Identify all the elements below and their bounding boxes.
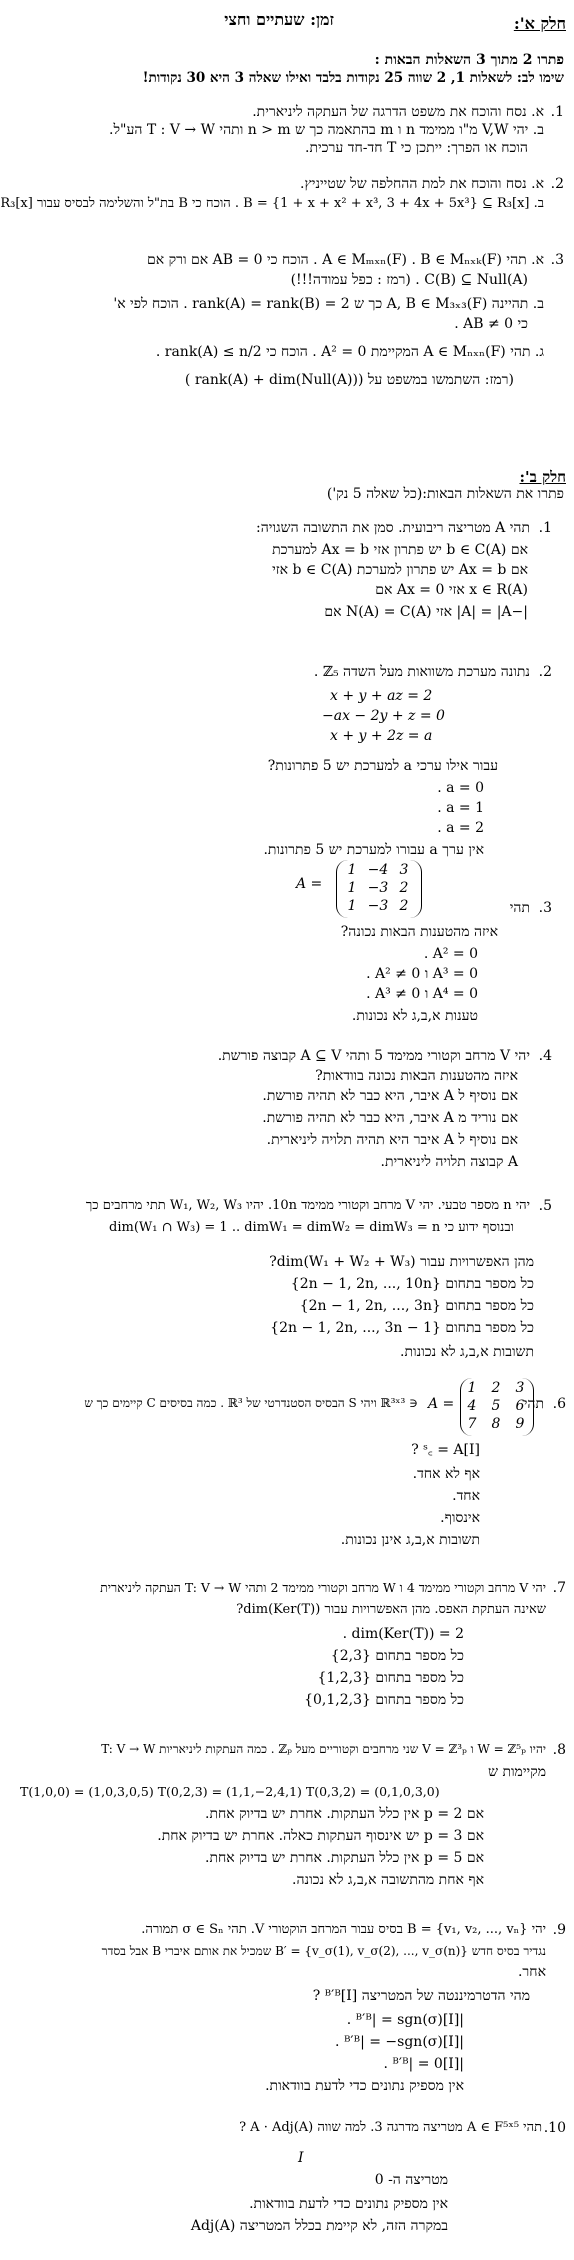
part-b-heading: חלק ב': <box>519 468 566 486</box>
q5-ask: מהן האפשרויות עבור dim(W₁ + W₂ + W₃)? <box>269 1254 534 1270</box>
q10-option: במקרה הזה, לא קיימת בכלל המטריצה Adj(A) <box>190 2218 448 2234</box>
matrix-cell: 1 <box>347 862 357 878</box>
part-a-q2-line: ב. B = {1 + x + x² + x³, 3 + 4x + 5x³} ⊆ R₃[x] . הוכח כי B בת"ל והשלימה לבסיס עבור R₃[x] <box>0 196 544 211</box>
q7-option: dim(Ker(T)) = 2 . <box>342 1626 464 1642</box>
q7-option: כל מספר בתחום {0,1,2,3} <box>304 1692 464 1708</box>
q8-option: אף אחת מהתשובה א,ב,ג לא נכונה. <box>292 1872 484 1888</box>
matrix-cell: −4 <box>367 862 389 878</box>
matrix-cell: 2 <box>399 898 409 914</box>
q1-option: אם Ax = b יש פתרון למערכת b ∈ C(A) אזי <box>272 562 528 578</box>
matrix-cell: 7 <box>467 1416 477 1432</box>
q8-stem: יהיו W = ℤ⁵ₚ ו V = ℤ³ₚ שני מרחבים וקטוריים מעל ℤₚ . כמה העתקות ליניאריות T: V → W <box>101 1742 546 1756</box>
q7-option: כל מספר בתחום {1,2,3} <box>317 1670 464 1686</box>
q4-ask: איזה מהטענות הבאות נכונה בוודאות? <box>315 1068 518 1084</box>
q9-option: |[I]ᴮ′ᴮ| = −sgn(σ) . <box>335 2034 464 2050</box>
q6-condition: [I]ˢ꜀ = A ? <box>411 1442 480 1458</box>
q1-option: x ∈ R(A) אזי Ax = 0 אם <box>375 582 528 598</box>
q2-option: a = 0 . <box>437 780 484 796</box>
q6-option: אף לא אחד. <box>412 1466 480 1482</box>
q2-equation: x + y + 2z = a <box>330 728 433 744</box>
q5-option: כל מספר בתחום {2n − 1, 2n, ..., 3n − 1} <box>270 1320 534 1336</box>
q8-stem: מקיימות ש <box>488 1764 546 1780</box>
q5-stem: יהי n מספר טבעי. יהי V מרחב וקטורי ממימד 10n. יהיו W₁, W₂, W₃ תתי מרחבים כך <box>85 1198 530 1213</box>
matrix-cell: 2 <box>491 1380 501 1396</box>
q4-option: אם נוריד מ A איבר, היא כבר לא תהיה פורשת. <box>262 1110 518 1126</box>
q3-matrix <box>336 860 420 918</box>
q9-option: אין מספיק נתונים כדי לדעת בוודאות. <box>265 2078 464 2094</box>
q3-ask: איזה מהטענות הבאות נכונה? <box>340 924 498 940</box>
q6-option: אחד. <box>452 1488 480 1504</box>
q4-stem: יהי V מרחב וקטורי ממימד 5 ותהי A ⊆ V קבוצה פורשת. <box>217 1048 530 1064</box>
part-a-q1-line: א. נסח והוכח את משפט הדרגה של העתקה ליניארית. <box>252 104 544 120</box>
part-b-instruction: פתרו את השאלות הבאות:(כל שאלה 5 נק') <box>326 486 564 502</box>
q6-number: 6. <box>552 1396 566 1412</box>
part-a-q3-number: 3. <box>550 252 564 268</box>
q7-stem: יהי V מרחב וקטורי ממימד 4 ו W מרחב וקטורי ממימד 2 ותהי T: V → W העתקה ליניארית <box>100 1580 546 1595</box>
q3-option: A⁴ = 0 ו A³ ≠ 0 . <box>366 986 478 1002</box>
q4-option: A קבוצה תלויה ליניארית. <box>380 1154 518 1170</box>
part-a-q3-line: ב. תהיינה A, B ∈ M₃ₓ₃(F) כך ש rank(A) = rank(B) = 2 . הוכח לפי א' <box>113 296 544 312</box>
part-a-q3-line: (רמז: השתמשו במשפט על (rank(A) + dim(Null(A)) ) <box>184 372 514 388</box>
q5-option: כל מספר בתחום {2n − 1, 2n, ..., 3n} <box>299 1298 534 1314</box>
part-a-instruction: פתרו 2 מתוך 3 השאלות הבאות : <box>374 52 564 68</box>
part-a-heading: חלק א': <box>513 14 566 33</box>
matrix-cell: 5 <box>491 1398 501 1414</box>
q5-option: כל מספר בתחום {2n − 1, 2n, ..., 10n} <box>290 1276 534 1292</box>
q3-option: A² = 0 . <box>423 946 478 962</box>
q9-option: |[I]ᴮ′ᴮ| = 0 . <box>383 2056 464 2072</box>
part-a-q1-line: הוכח או הפרך: ייתכן כי T חד-חד ערכית. <box>305 140 528 156</box>
matrix-cell: 2 <box>399 880 409 896</box>
matrix-cell: 1 <box>347 898 357 914</box>
part-a-q3-line: C(B) ⊆ Null(A) . (רמז : כפל עמודה!!!) <box>290 272 528 288</box>
q2-stem: נתונה מערכת משוואות מעל השדה ℤ₅ . <box>313 664 530 680</box>
q9-stem: אחר. <box>517 1964 546 1980</box>
q4-option: אם נוסיף ל A איבר היא תהיה תלויה ליניארית. <box>266 1132 518 1148</box>
q8-number: 8. <box>552 1742 566 1758</box>
q2-option: a = 2 . <box>437 820 484 836</box>
matrix-cell: 3 <box>515 1380 525 1396</box>
q2-number: 2. <box>538 664 552 680</box>
q2-option: a = 1 . <box>437 800 484 816</box>
part-a-q3-line: כי AB ≠ 0 . <box>454 316 528 332</box>
q10-option: אין מספיק נתונים כדי לדעת בוודאות. <box>249 2196 448 2212</box>
q9-option: |[I]ᴮ′ᴮ| = sgn(σ) . <box>346 2012 464 2028</box>
part-a-q3-line: א. תהי A ∈ Mₘₓₙ(F) . B ∈ Mₙₓₖ(F) . הוכח כי AB = 0 אם ורק אם <box>147 252 544 268</box>
matrix-cell: 3 <box>399 862 409 878</box>
matrix-cell: 8 <box>491 1416 501 1432</box>
part-a-q1-number: 1. <box>550 104 564 120</box>
q3-matrix-label: A = <box>296 876 323 892</box>
part-a-q2-line: א. נסח והוכח את למת ההחלפה של שטייניץ. <box>300 176 544 192</box>
q10-option: I <box>298 2150 304 2166</box>
q8-option: אם p = 3 יש אינסוף העתקות כאלה. אחרת יש בדיוק אחת. <box>157 1828 484 1844</box>
q7-number: 7. <box>552 1580 566 1596</box>
q3-option: טענות א,ב,ג לא נכונות. <box>351 1008 478 1024</box>
q9-number: 9. <box>552 1922 566 1938</box>
matrix-cell: 1 <box>467 1380 477 1396</box>
q10-stem: תהי A ∈ F⁵ˣ⁵ מטריצה מדרגה 3. למה שווה A · Adj(A) ? <box>239 2120 542 2135</box>
q8-option: אם p = 5 אין כלל העתקות. אחרת יש בדיוק אחת. <box>205 1850 484 1866</box>
part-a-q3-line: ג. תהי A ∈ Mₙₓₙ(F) המקיימת A² = 0 . הוכח כי rank(A) ≤ n/2 . <box>155 344 544 360</box>
matrix-cell: −3 <box>367 880 389 896</box>
q4-option: אם נוסיף ל A איבר, היא כבר לא תהיה פורשת. <box>262 1088 518 1104</box>
matrix-cell: −3 <box>367 898 389 914</box>
time-label: זמן: שעתיים וחצי <box>224 10 334 29</box>
q2-ask: עבור אילו ערכי a למערכת יש 5 פתרונות? <box>267 758 498 774</box>
q2-equation: −ax − 2y + z = 0 <box>322 708 445 724</box>
q6-stem-start: תהי <box>523 1396 544 1412</box>
q7-option: כל מספר בתחום {2,3} <box>330 1648 464 1664</box>
q3-number: 3. <box>538 900 552 916</box>
q6-option: תשובות א,ב,ג אינן נכונות. <box>340 1532 480 1548</box>
q1-option: אם b ∈ C(A) יש פתרון אזי Ax = b למערכת <box>272 542 528 558</box>
q6-matrix <box>460 1378 532 1436</box>
q1-stem: תהי A מטריצה ריבועית. סמן את התשובה השגויה: <box>256 520 530 536</box>
q5-stem: ובנוסף ידוע כי dim(W₁ ∩ W₃) = 1 .. dimW₁ = dimW₂ = dimW₃ = n <box>109 1220 514 1235</box>
q10-option: מטריצה ה- 0 <box>374 2172 448 2188</box>
q5-number: 5. <box>538 1198 552 1214</box>
matrix-cell: 9 <box>515 1416 525 1432</box>
q4-number: 4. <box>538 1048 552 1064</box>
q6-matrix-label: A = <box>428 1396 455 1412</box>
q2-equation: x + y + az = 2 <box>330 688 433 704</box>
matrix-cell: 6 <box>515 1398 525 1414</box>
matrix-cell: 1 <box>347 880 357 896</box>
q9-stem: נגדיר בסיס חדש B′ = {v_σ(1), v_σ(2), ..., v_σ(n)} שמכיל את אותם איברי B אבל בסדר <box>101 1944 546 1958</box>
q9-ask: מהי הדטרמיננטה של המטריצה [I]ᴮ′ᴮ ? <box>312 1988 530 2004</box>
q6-option: אינסוף. <box>440 1510 480 1526</box>
q1-number: 1. <box>538 520 552 536</box>
q8-condition: T(1,0,0) = (1,0,3,0,5) T(0,2,3) = (1,1,−2,4,1) T(0,3,2) = (0,1,0,3,0) <box>20 1784 440 1799</box>
q8-option: אם p = 2 אין כלל העתקות. אחרת יש בדיוק אחת. <box>205 1806 484 1822</box>
part-a-q2-number: 2. <box>550 176 564 192</box>
matrix-cell: 4 <box>467 1398 477 1414</box>
part-a-instruction-note: שימו לב: לשאלות 1, 2 שווה 25 נקודות בלבד ואילו שאלה 3 היא 30 נקודות! <box>142 70 564 86</box>
q10-number: 10. <box>543 2120 566 2136</box>
q5-option: תשובות א,ב,ג לא נכונות. <box>400 1344 534 1360</box>
q3-stem: תהי <box>509 900 530 916</box>
q2-option: אין ערך a עבורו למערכת יש 5 פתרונות. <box>263 842 484 858</box>
q6-stem: ∈ ℝ³ˣ³ ויהי S הבסיס הסטנדרטי של ℝ³ . כמה בסיסים C קיימים כך ש <box>84 1396 418 1410</box>
q3-option: A³ = 0 ו A² ≠ 0 . <box>366 966 478 982</box>
part-a-q1-line: ב. יהי V,W מ"ו ממימד n ו m בהתאמה כך ש n > m ותהי T : V → W הע"ל. <box>109 122 544 138</box>
q9-stem: יהי B = {v₁, v₂, ..., vₙ} בסיס עבור המרחב הוקטורי V. תהי σ ∈ Sₙ תמורה. <box>141 1922 546 1937</box>
q7-stem: שאינה העתקת האפס. מהן האפשרויות עבור dim(Ker(T))? <box>236 1602 546 1617</box>
q1-option: |−A| = |A| אזי N(A) = C(A) אם <box>324 604 528 620</box>
